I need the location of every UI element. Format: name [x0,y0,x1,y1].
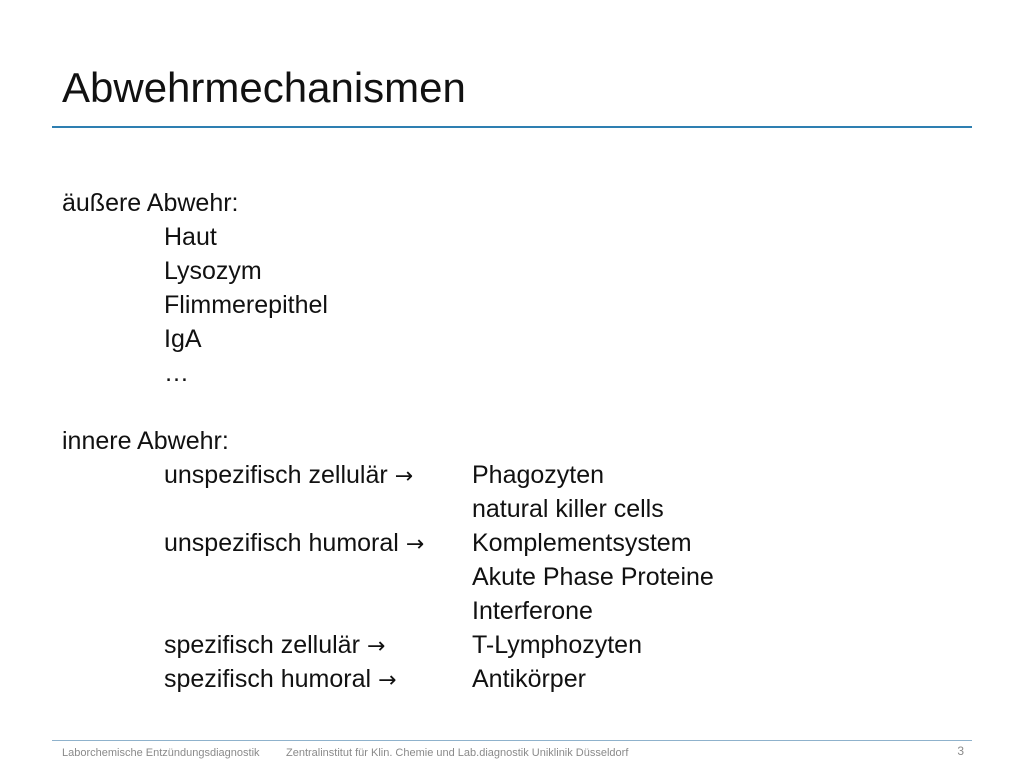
target-acute-phase-proteins: Akute Phase Proteine [472,563,714,591]
group-label-text: spezifisch humoral [164,665,372,693]
group-label-text: unspezifisch zellulär [164,461,388,489]
slide-title: Abwehrmechanismen [62,64,466,111]
title-divider [52,126,972,128]
target-nk-cells: natural killer cells [472,495,664,523]
target-phagocytes: Phagozyten [472,461,605,489]
external-defense-heading: äußere Abwehr: [62,189,239,217]
target-t-lymphocytes: T-Lymphozyten [472,631,642,659]
internal-defense-heading: innere Abwehr: [62,427,229,455]
arrow-right-icon: → [394,464,414,489]
group-label-specific-cellular [164,630,385,662]
arrow-right-icon: → [377,668,397,693]
external-item-ciliated-epithelium: Flimmerepithel [164,291,328,319]
group-label-unspecific-cellular [164,460,413,492]
footer-center-text: Zentralinstitut für Klin. Chemie und Lab.diagnostik Uniklinik Düsseldorf [286,747,629,759]
group-label-specific-humoral [164,664,396,696]
external-item-skin: Haut [164,223,217,251]
footer-divider [52,740,972,741]
footer-left-text: Laborchemische Entzündungsdiagnostik [62,747,260,759]
target-complement-system: Komplementsystem [472,529,692,557]
target-interferons: Interferone [472,597,593,625]
group-label-text: spezifisch zellulär [164,631,360,659]
group-label-unspecific-humoral [164,528,424,560]
arrow-right-icon: → [405,532,425,557]
external-item-iga: IgA [164,325,202,353]
arrow-right-icon: → [366,634,386,659]
page-number: 3 [957,744,964,758]
external-item-lysozyme: Lysozym [164,257,262,285]
group-label-text: unspezifisch humoral [164,529,399,557]
external-item-ellipsis: … [164,359,189,387]
target-antibodies: Antikörper [472,665,586,693]
